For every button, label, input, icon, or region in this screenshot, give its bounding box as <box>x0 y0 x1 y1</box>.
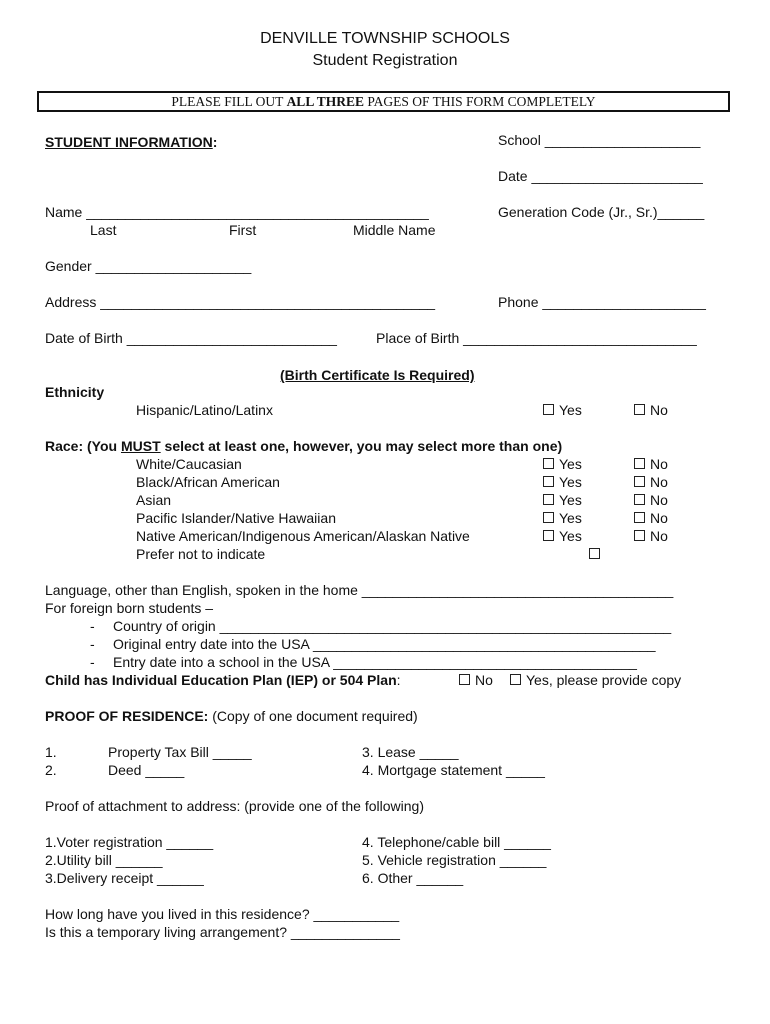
race-yes-label: Yes <box>559 528 582 544</box>
race-instruction-must: MUST <box>120 438 161 454</box>
race-no-option[interactable] <box>634 474 668 490</box>
page-title: DENVILLE TOWNSHIP SCHOOLS <box>260 30 510 47</box>
residence-item[interactable]: 4. Mortgage statement _____ <box>362 762 545 778</box>
generation-code-field[interactable]: Generation Code (Jr., Sr.)______ <box>498 204 705 220</box>
checkbox-icon <box>634 404 645 415</box>
race-item: Prefer not to indicate <box>136 546 266 562</box>
attachment-item[interactable]: 4. Telephone/cable bill ______ <box>362 834 551 850</box>
race-instruction-pre: : (You <box>78 438 121 454</box>
race-item: Black/African American <box>136 474 280 490</box>
temporary-living-field[interactable]: Is this a temporary living arrangement? ______________ <box>45 924 400 940</box>
attachment-item[interactable]: 6. Other ______ <box>362 870 464 886</box>
checkbox-icon <box>510 674 521 685</box>
race-yes-option[interactable] <box>543 474 582 490</box>
list-dash: - <box>90 636 95 652</box>
school-field[interactable]: School ____________________ <box>498 132 701 148</box>
ethnicity-no-label: No <box>650 402 668 418</box>
race-label-text: Race <box>45 438 79 454</box>
race-no-option[interactable] <box>634 492 668 508</box>
race-instruction-post: select at least one, however, you may select more than one) <box>160 438 563 454</box>
race-yes-label: Yes <box>559 492 582 508</box>
dob-field[interactable]: Date of Birth ___________________________ <box>45 330 337 346</box>
name-first-label: First <box>229 222 257 238</box>
instruction-banner <box>37 91 730 112</box>
ethnicity-yes-option[interactable] <box>543 402 582 418</box>
race-item: White/Caucasian <box>136 456 242 472</box>
banner-text-post: PAGES OF THIS FORM COMPLETELY <box>367 94 596 109</box>
list-dash: - <box>90 618 95 634</box>
race-yes-option[interactable] <box>543 456 582 472</box>
birth-certificate-note: (Birth Certificate Is Required) <box>280 367 475 383</box>
checkbox-icon <box>543 494 554 505</box>
residence-item[interactable]: Deed _____ <box>108 762 185 778</box>
race-yes-label: Yes <box>559 456 582 472</box>
attachment-item[interactable]: 3.Delivery receipt ______ <box>45 870 204 886</box>
race-item: Native American/Indigenous American/Alaskan Native <box>136 528 470 544</box>
ethnicity-item: Hispanic/Latino/Latinx <box>136 402 273 418</box>
race-no-label: No <box>650 528 668 544</box>
ethnicity-label: Ethnicity <box>45 384 105 400</box>
race-item: Asian <box>136 492 172 508</box>
residence-item[interactable]: Property Tax Bill _____ <box>108 744 252 760</box>
race-no-option[interactable] <box>634 528 668 544</box>
race-yes-label: Yes <box>559 474 582 490</box>
race-no-label: No <box>650 492 668 508</box>
language-field[interactable]: Language, other than English, spoken in the home ________________________________________ <box>45 582 674 598</box>
checkbox-icon <box>459 674 470 685</box>
checkbox-icon <box>543 458 554 469</box>
race-no-label: No <box>650 474 668 490</box>
prefer-not-checkbox[interactable] <box>589 546 605 562</box>
address-field[interactable]: Address ___________________________________________ <box>45 294 436 310</box>
checkbox-icon <box>543 476 554 487</box>
checkbox-icon <box>543 512 554 523</box>
ethnicity-yes-label: Yes <box>559 402 582 418</box>
checkbox-icon <box>634 476 645 487</box>
race-yes-option[interactable] <box>543 510 582 526</box>
residence-note: (Copy of one document required) <box>212 708 418 724</box>
banner-text-bold: ALL THREE <box>286 94 364 109</box>
banner-text-pre: PLEASE FILL OUT <box>171 94 284 109</box>
residence-item[interactable]: 3. Lease _____ <box>362 744 459 760</box>
student-info-heading <box>45 134 217 150</box>
foreign-born-label: For foreign born students – <box>45 600 214 616</box>
name-last-label: Last <box>90 222 117 238</box>
list-dash: - <box>90 654 95 670</box>
race-no-option[interactable] <box>634 510 668 526</box>
country-of-origin-field[interactable]: Country of origin __________________________________________________________ <box>113 618 672 634</box>
name-middle-label: Middle Name <box>353 222 436 238</box>
school-entry-date-field[interactable]: Entry date into a school in the USA _______________________________________ <box>113 654 637 670</box>
date-field[interactable]: Date ______________________ <box>498 168 703 184</box>
race-no-option[interactable] <box>634 456 668 472</box>
race-item: Pacific Islander/Native Hawaiian <box>136 510 336 526</box>
student-info-heading-colon: : <box>212 134 218 150</box>
usa-entry-date-field[interactable]: Original entry date into the USA ____________________________________________ <box>113 636 656 652</box>
checkbox-icon <box>543 404 554 415</box>
checkbox-icon <box>543 530 554 541</box>
iep-yes-option[interactable] <box>510 672 681 688</box>
residence-heading-row <box>45 708 418 724</box>
race-yes-option[interactable] <box>543 528 582 544</box>
residence-duration-field[interactable]: How long have you lived in this residence? ___________ <box>45 906 400 922</box>
race-no-label: No <box>650 510 668 526</box>
checkbox-icon <box>634 458 645 469</box>
ethnicity-no-option[interactable] <box>634 402 668 418</box>
iep-label-colon: : <box>396 672 401 688</box>
page-subtitle: Student Registration <box>312 52 458 69</box>
race-yes-option[interactable] <box>543 492 582 508</box>
attachment-item[interactable]: 5. Vehicle registration ______ <box>362 852 547 868</box>
pob-field[interactable]: Place of Birth ______________________________ <box>376 330 697 346</box>
residence-item-number: 1. <box>45 744 57 760</box>
iep-label <box>45 672 401 688</box>
checkbox-icon <box>634 512 645 523</box>
iep-no-option[interactable] <box>459 672 493 688</box>
iep-yes-label: Yes, please provide copy <box>526 672 682 688</box>
checkbox-icon <box>589 548 600 559</box>
residence-heading: PROOF OF RESIDENCE: <box>45 708 209 724</box>
phone-field[interactable]: Phone _____________________ <box>498 294 706 310</box>
checkbox-icon <box>634 530 645 541</box>
iep-no-label: No <box>475 672 493 688</box>
checkbox-icon <box>634 494 645 505</box>
residence-item-number: 2. <box>45 762 57 778</box>
race-no-label: No <box>650 456 668 472</box>
race-label <box>45 438 562 454</box>
race-yes-label: Yes <box>559 510 582 526</box>
gender-field[interactable]: Gender ____________________ <box>45 258 252 274</box>
name-field[interactable]: Name ____________________________________________ <box>45 204 429 220</box>
iep-label-text: Child has Individual Education Plan (IEP) or 504 Plan <box>45 672 397 688</box>
student-info-heading-text: STUDENT INFORMATION <box>45 134 213 150</box>
attachment-item[interactable]: 2.Utility bill ______ <box>45 852 163 868</box>
attachment-item[interactable]: 1.Voter registration ______ <box>45 834 214 850</box>
attachment-label: Proof of attachment to address: (provide one of the following) <box>45 798 424 814</box>
